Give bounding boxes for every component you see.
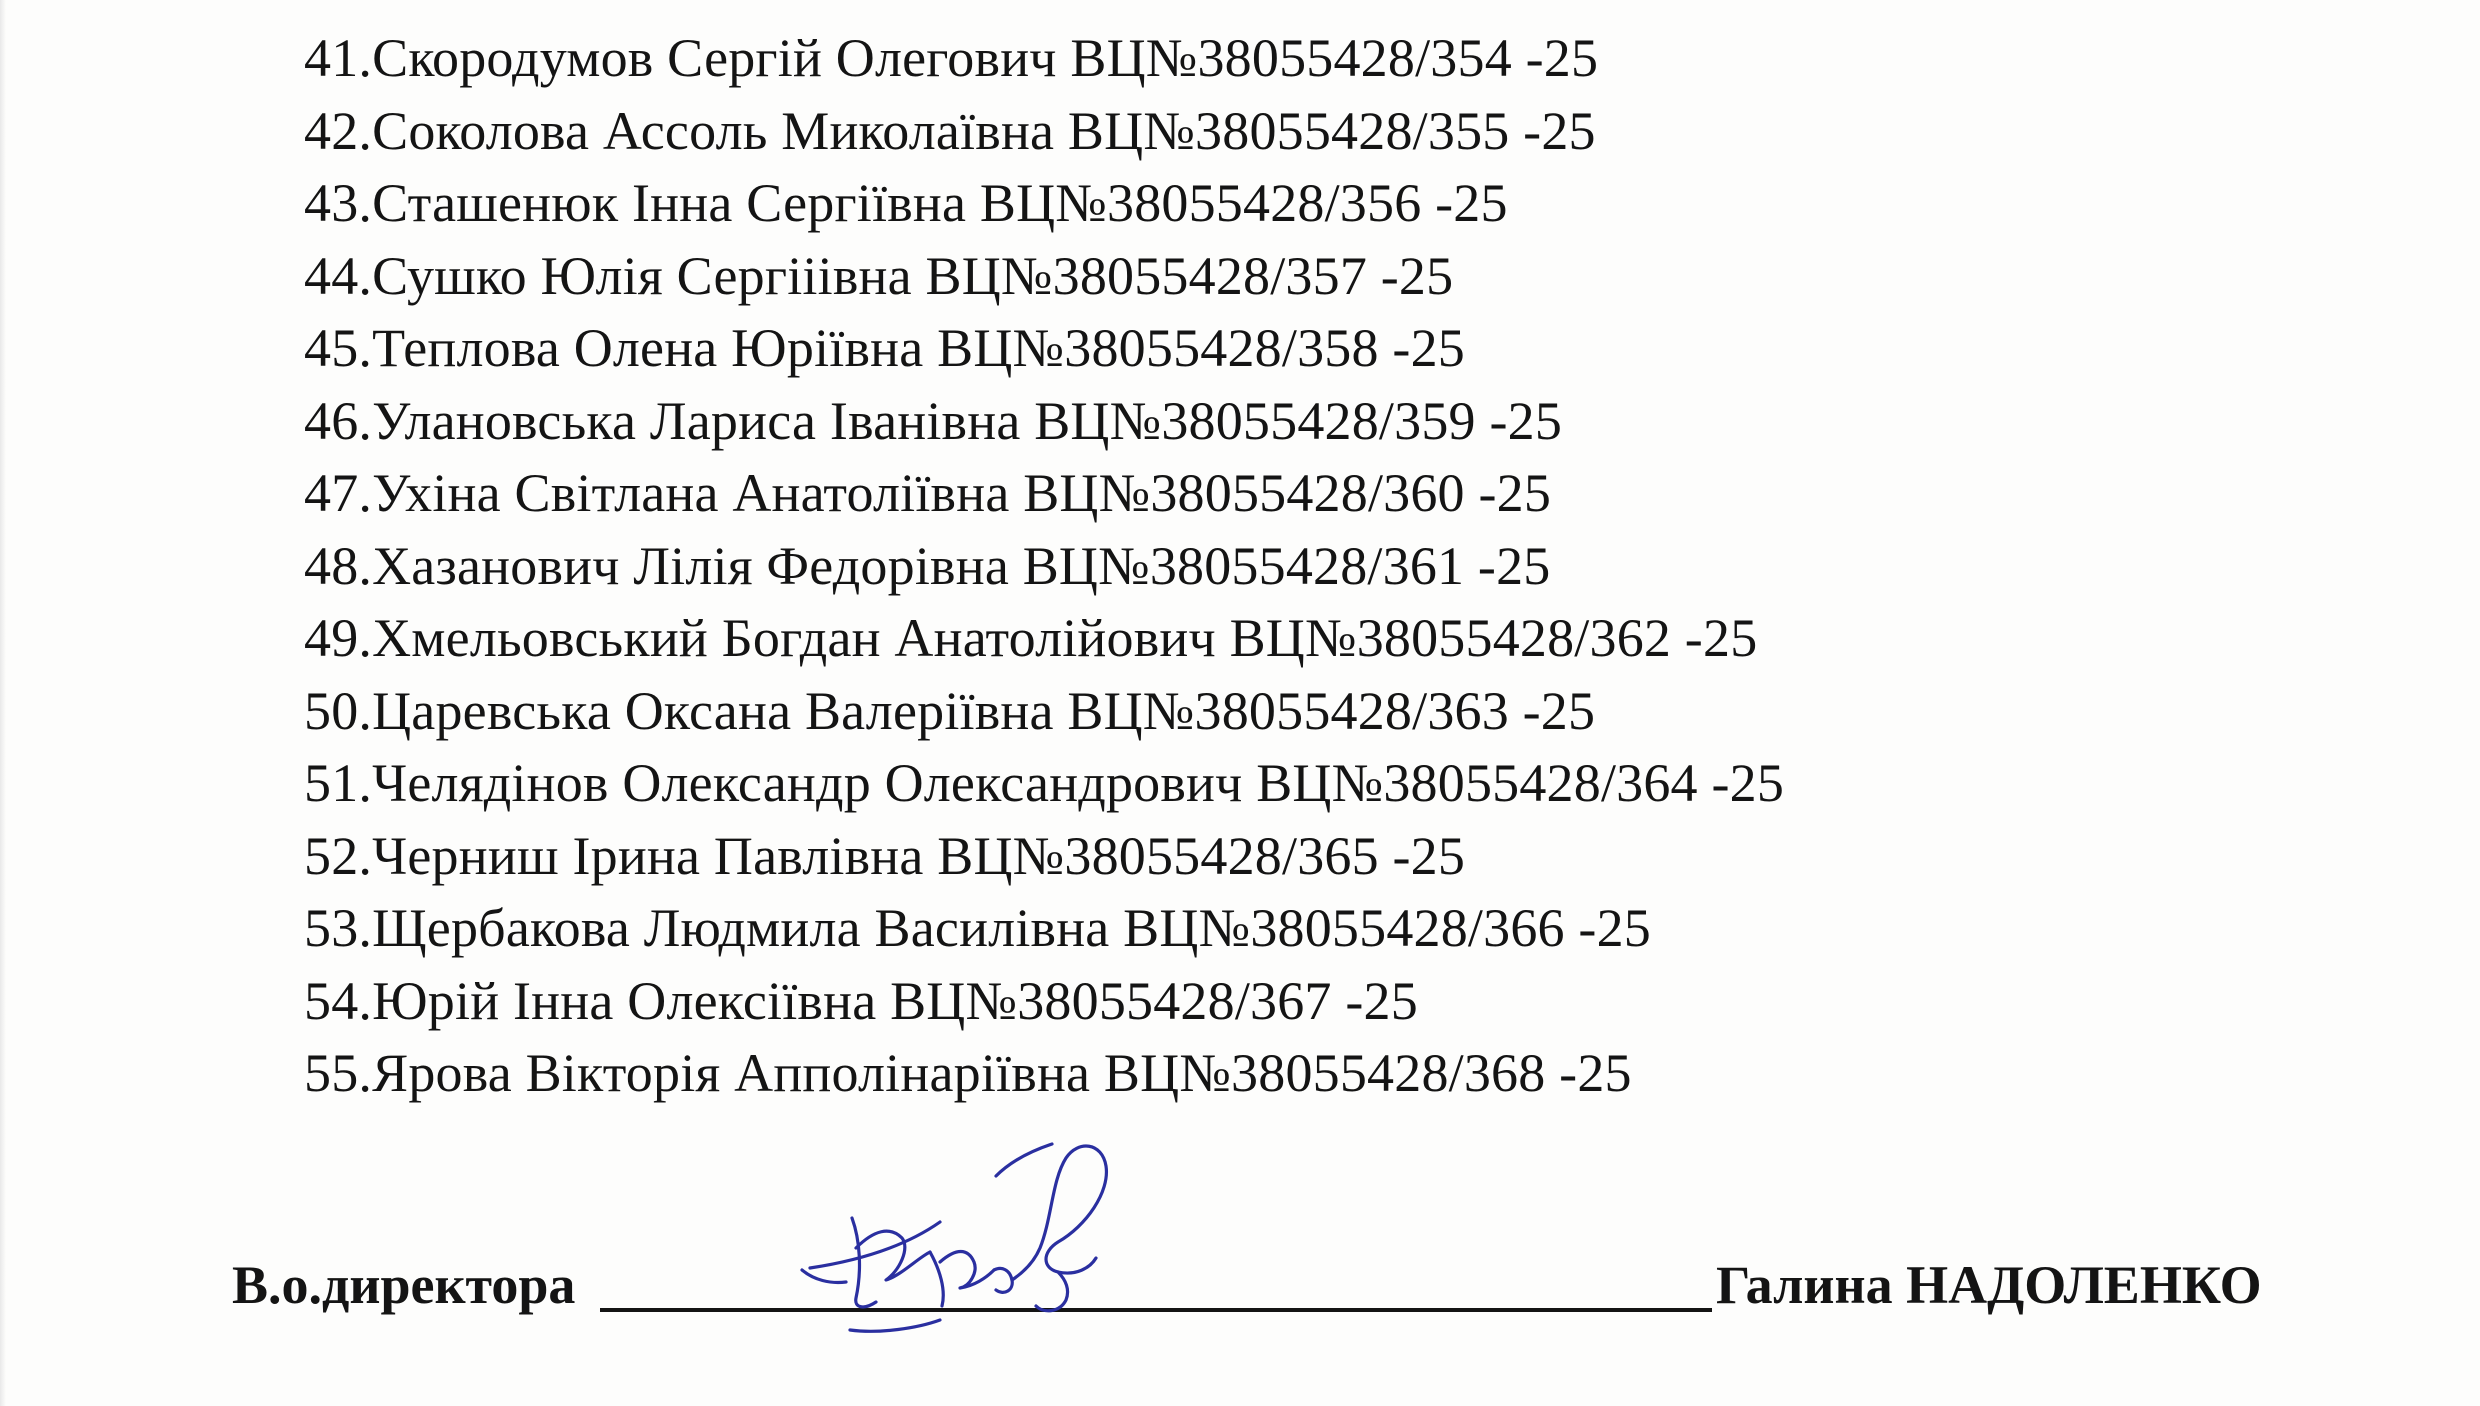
list-item: 51.Челядінов Олександр Олександрович ВЦ№38055428/364 -25 [304,753,1785,813]
list-item: 41.Скородумов Сергій Олегович ВЦ№38055428/354 -25 [304,28,1599,88]
signature-line [600,1308,1712,1312]
list-item: 54.Юрій Інна Олексіївна ВЦ№38055428/367 -25 [304,970,1418,1031]
list-item: 42.Соколова Ассоль Миколаївна ВЦ№38055428/355 -25 [304,100,1596,161]
list-item: 52.Черниш Ірина Павлівна ВЦ№38055428/365 -25 [304,825,1466,886]
list-item: 55.Ярова Вікторія Апполінаріївна ВЦ№38055428/368 -25 [304,1043,1632,1103]
handwritten-signature [790,1130,1150,1370]
list-item: 53.Щербакова Людмила Василівна ВЦ№38055428/366 -25 [304,898,1652,958]
signer-name: Галина НАДОЛЕНКО [1716,1255,2262,1315]
scan-edge-shadow [0,0,6,1406]
list-item: 49.Хмельовський Богдан Анатолійович ВЦ№38055428/362 -25 [304,608,1758,668]
list-item: 50.Царевська Оксана Валеріївна ВЦ№38055428/363 -25 [304,680,1596,741]
list-item: 47.Ухіна Світлана Анатоліївна ВЦ№38055428/360 -25 [304,463,1552,523]
signature-block [232,1245,2432,1325]
list-item: 48.Хазанович Лілія Федорівна ВЦ№38055428/361 -25 [304,535,1551,596]
recipient-list [304,22,1784,1110]
position-label: В.о.директора [232,1255,576,1315]
list-item: 46.Улановська Лариса Іванівна ВЦ№38055428/359 -25 [304,390,1563,451]
list-item: 43.Сташенюк Інна Сергіївна ВЦ№38055428/356 -25 [304,173,1508,233]
list-item: 45.Теплова Олена Юріївна ВЦ№38055428/358 -25 [304,318,1465,378]
list-item: 44.Сушко Юлія Сергііівна ВЦ№38055428/357 -25 [304,245,1454,306]
